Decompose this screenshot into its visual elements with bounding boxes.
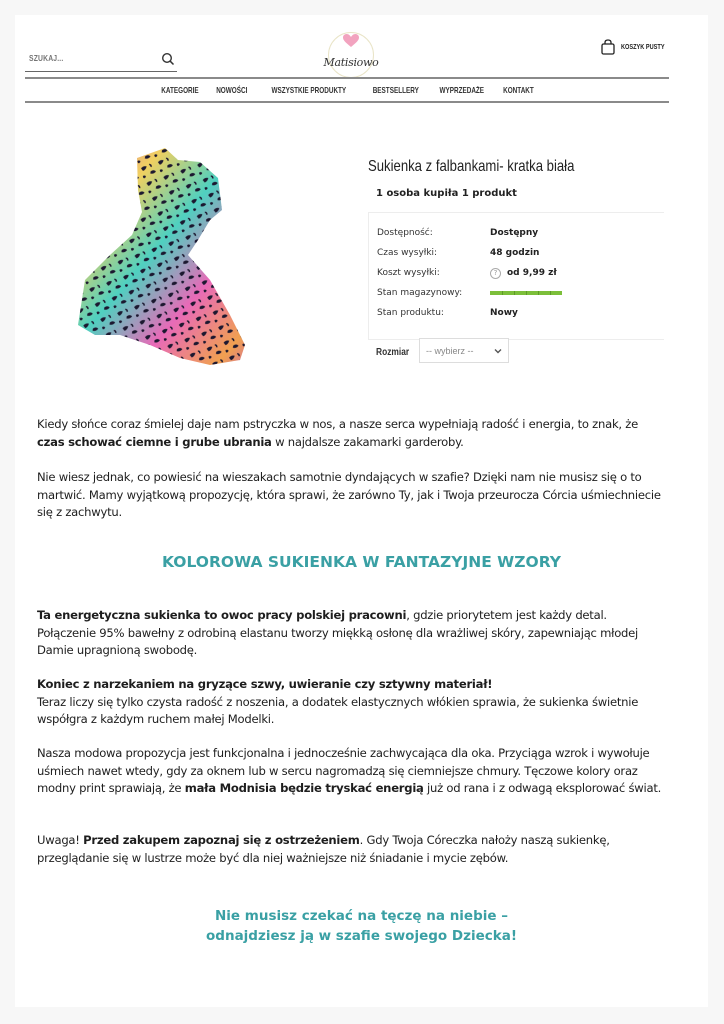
size-select[interactable] <box>419 338 509 363</box>
info-row-shipping-cost: Koszt wysyłki: ? od 9,99 zł <box>377 268 557 278</box>
shopping-bag-icon <box>601 39 615 55</box>
cart-label: KOSZYK PUSTY <box>621 43 665 51</box>
description-paragraph-4: Koniec z narzekaniem na gryzące szwy, uwieranie czy sztywny materiał! Teraz liczy się tylko czysta radość z noszenia, a dodatek elastycznych włókien sprawia, że sukienka świetnie współgra z każdym ruchem małej Modelki. <box>37 677 639 727</box>
size-select-value: -- wybierz -- <box>426 345 474 356</box>
product-info-box <box>368 212 664 340</box>
section-heading: KOLOROWA SUKIENKA W FANTAZYJNE WZORY <box>161 553 562 571</box>
search-icon[interactable] <box>161 52 175 66</box>
availability-value: Dostępny <box>490 228 539 238</box>
nav-item-wyprzedaze[interactable]: WYPRZEDAŻE <box>439 85 485 95</box>
nav-item-kontakt[interactable]: KONTAKT <box>502 85 534 95</box>
description-paragraph-2: Nie wiesz jednak, co powiesić na wieszakach samotnie dyndających w szafie? Dzięki nam nie musisz się o to martwić. Mamy wyjątkową propozycję, która sprawi, że zarówno Ty, jak i Twoja przeurocza Córcia uśmiechniecie się z zachwytu. <box>37 470 661 520</box>
product-image[interactable] <box>70 140 270 372</box>
main-nav <box>25 77 669 103</box>
shipping-time-value: 48 godzin <box>490 248 540 258</box>
size-label: Rozmiar <box>376 346 410 358</box>
stock-level-bar <box>490 291 562 295</box>
info-row-shipping-time: Czas wysyłki: 48 godzin <box>377 248 540 258</box>
info-row-availability: Dostępność: Dostępny <box>377 228 539 238</box>
shipping-cost-value: od 9,99 zł <box>507 268 557 278</box>
description-paragraph-1: Kiedy słońce coraz śmielej daje nam pstryczka w nos, a nasze serca wypełniają radość i energia, to znak, że czas schować ciemne i grube ubrania w najdalsze zakamarki garderoby. <box>37 417 639 449</box>
heart-icon <box>343 34 359 48</box>
product-title: Sukienka z falbankami- kratka biała <box>368 158 575 175</box>
condition-value: Nowy <box>490 308 518 318</box>
nav-item-kategorie[interactable]: KATEGORIE <box>161 85 200 95</box>
nav-item-nowosci[interactable]: NOWOŚCI <box>216 85 248 95</box>
description-paragraph-5: Nasza modowa propozycja jest funkcjonalna i jednocześnie zachwycająca dla oka. Przyciąga wzrok i wywołuje uśmiech nawet wtedy, gdy za oknem lub w sercu nagromadzą się ciemniejsze chmury. Tęczowe kolory oraz modny print sprawiają, że mała Modnisia będzie tryskać energią już od rana i z odwagą eksplorować świat. <box>37 746 662 796</box>
description-paragraph-6: Uwaga! Przed zakupem zapoznaj się z ostrzeżeniem. Gdy Twoja Córeczka nałoży naszą sukienkę, przeglądanie się w lustrze może być dla niej ważniejsze niż śniadanie i mycie zębów. <box>37 833 610 865</box>
cart-button[interactable] <box>601 38 675 56</box>
nav-item-wszystkie-produkty[interactable]: WSZYSTKIE PRODUKTY <box>271 85 347 95</box>
nav-item-bestsellery[interactable]: BESTSELLERY <box>372 85 419 95</box>
purchase-count: 1 osoba kupiła 1 produkt <box>376 188 517 199</box>
logo-text: Matisiowo <box>323 56 379 69</box>
search-input[interactable] <box>29 54 131 63</box>
info-row-stock: Stan magazynowy: <box>377 283 664 303</box>
info-row-condition: Stan produktu: Nowy <box>377 308 518 318</box>
description-paragraph-3: Ta energetyczna sukienka to owoc pracy polskiej pracowni, gdzie priorytetem jest każdy detal. Połączenie 95% bawełny z odrobiną elastanu tworzy miękką osłonę dla wrażliwej skóry, zapewniając młodej Damie upragnioną swobodę. <box>37 608 638 658</box>
closing-tagline: Nie musisz czekać na tęczę na niebie – odnajdziesz ją w szafie swojego Dziecka! <box>206 908 517 944</box>
search-bar[interactable] <box>25 46 177 72</box>
help-icon[interactable]: ? <box>490 268 501 279</box>
chevron-down-icon <box>494 348 502 354</box>
logo[interactable] <box>320 18 380 80</box>
